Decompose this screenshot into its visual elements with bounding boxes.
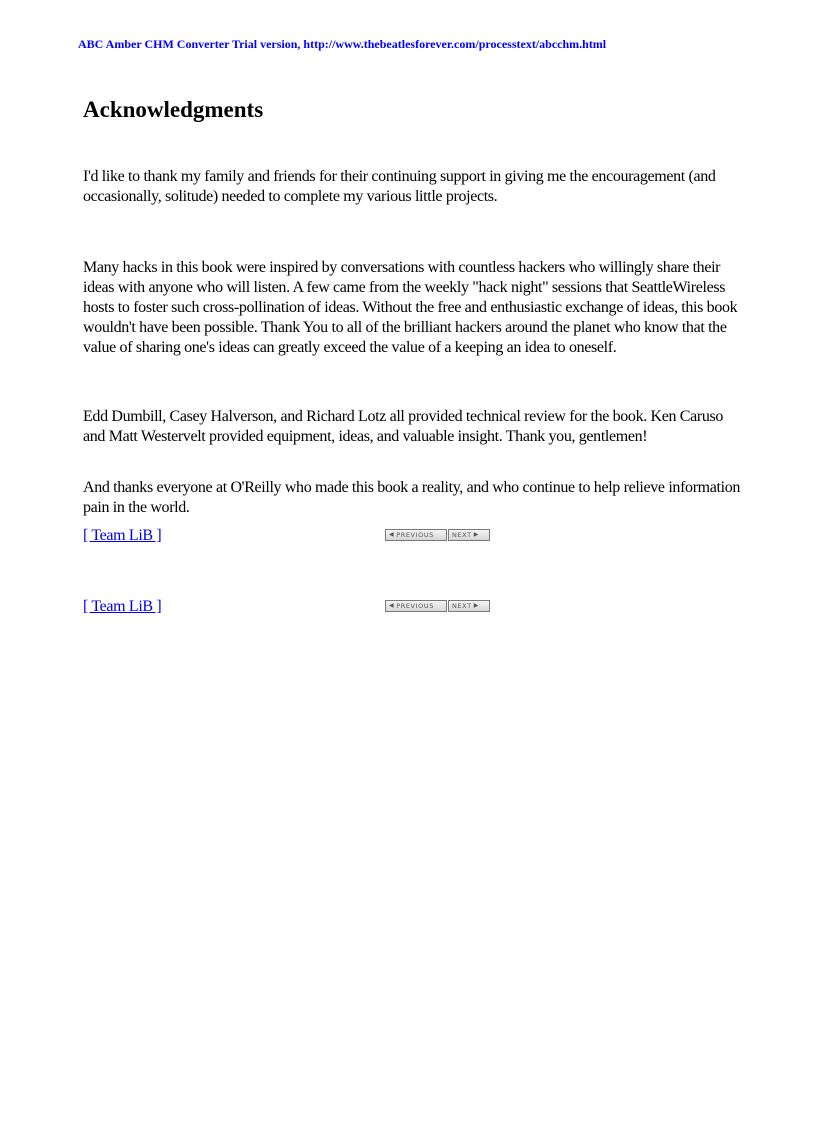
paragraph-family-thanks: I'd like to thank my family and friends for their continuing support in giving me the encouragement (and occasionally, solitude) needed to complete my various little projects. xyxy=(83,168,716,205)
previous-button[interactable] xyxy=(385,600,447,612)
paragraph-hackers-thanks: Many hacks in this book were inspired by conversations with countless hackers who willingly share their ideas with anyone who will listen. A few came from the weekly "hack night" sessions that SeattleWireless hosts to foster such cross-pollination of ideas. Without the free and enthusiastic exchange of ideas, this book wouldn't have been possible. Thank You to all of the brilliant hackers around the planet who know that the value of sharing one's ideas can greatly exceed the value of a keeping an idea to oneself. xyxy=(83,259,738,356)
right-arrow-icon: ▶ xyxy=(473,602,479,609)
nav-row-bottom xyxy=(83,597,503,617)
nav-row-top xyxy=(83,526,503,546)
previous-button-label: PREVIOUS xyxy=(396,531,434,539)
nav-buttons xyxy=(385,529,490,541)
next-button[interactable] xyxy=(448,600,490,612)
team-lib-link[interactable]: [ Team LiB ] xyxy=(83,598,162,615)
team-lib-link[interactable]: [ Team LiB ] xyxy=(83,527,162,544)
next-button-label: NEXT xyxy=(452,531,472,539)
nav-buttons xyxy=(385,600,490,612)
paragraph-reviewers-thanks: Edd Dumbill, Casey Halverson, and Richard Lotz all provided technical review for the book. Ken Caruso and Matt Westervelt provided equipment, ideas, and valuable insight. Thank you, gentlemen! xyxy=(83,408,724,445)
right-arrow-icon: ▶ xyxy=(473,531,479,538)
page-title: Acknowledgments xyxy=(83,97,264,122)
next-button-label: NEXT xyxy=(452,602,472,610)
converter-trial-banner: ABC Amber CHM Converter Trial version, http://www.thebeatlesforever.com/processtext/abcchm.html xyxy=(78,37,607,51)
left-arrow-icon: ◀ xyxy=(389,602,395,609)
previous-button-label: PREVIOUS xyxy=(396,602,434,610)
previous-button[interactable] xyxy=(385,529,447,541)
paragraph-oreilly-thanks: And thanks everyone at O'Reilly who made this book a reality, and who continue to help relieve information pain in the world. xyxy=(83,479,741,516)
next-button[interactable] xyxy=(448,529,490,541)
left-arrow-icon: ◀ xyxy=(389,531,395,538)
